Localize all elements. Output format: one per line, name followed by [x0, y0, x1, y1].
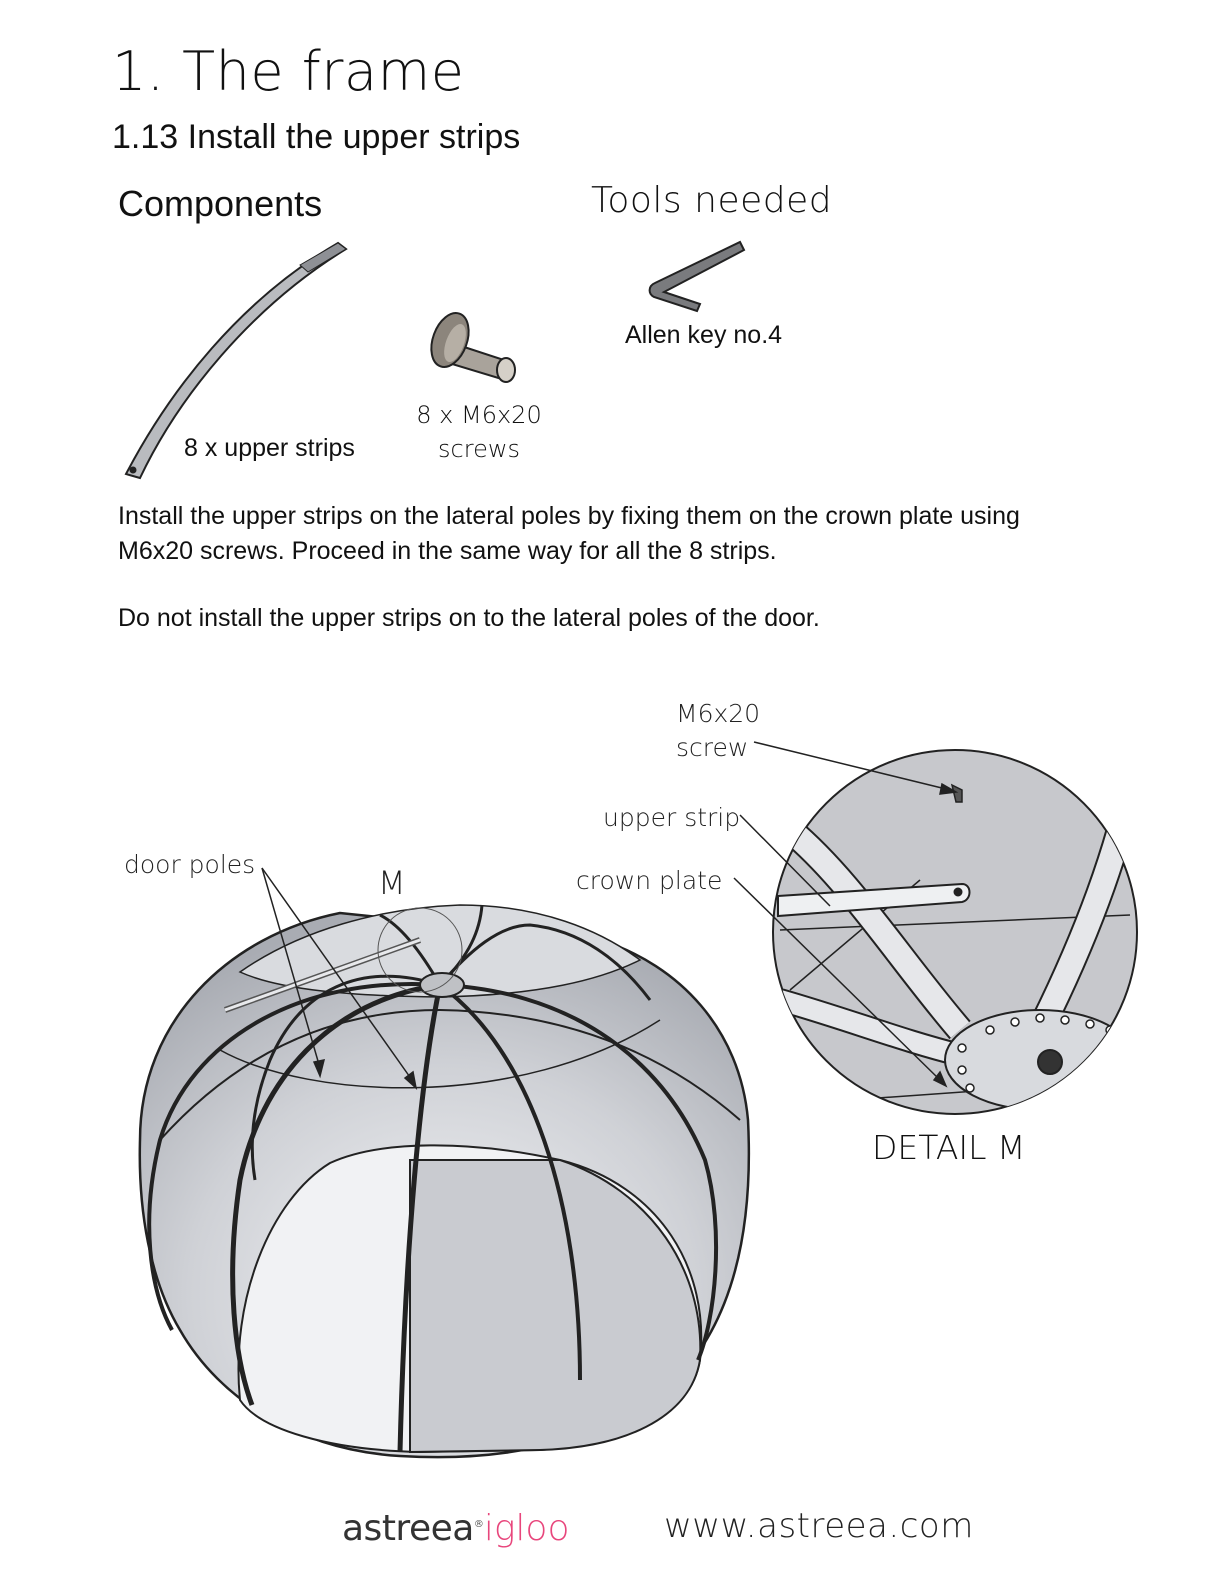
step-subtitle: 1.13 Install the upper strips [112, 118, 521, 156]
screws-label [408, 398, 550, 466]
upper-strips-label: 8 x upper strips [184, 434, 355, 462]
warning-text: Do not install the upper strips on to the lateral poles of the door. [118, 604, 820, 632]
brand-registered-mark: ® [473, 1519, 484, 1530]
m-marker: M [378, 864, 406, 902]
components-heading: Components [118, 183, 323, 224]
brand-sub: igloo [483, 1508, 570, 1549]
allen-key-icon [650, 242, 744, 311]
instructions-paragraph [118, 499, 1108, 569]
screw-callout-line2: screw [676, 733, 749, 762]
screw-icon [424, 308, 515, 382]
upper-strip-callout: upper strip [603, 803, 741, 832]
brand-main: astreea [342, 1508, 474, 1549]
instructions-line2: M6x20 screws. Proceed in the same way for all the 8 strips. [118, 537, 777, 565]
detail-m-drawing [773, 750, 1137, 1114]
crown-plate-callout: crown plate [576, 866, 723, 895]
website-url[interactable]: www.astreea.com [664, 1506, 974, 1546]
instructions-line1: Install the upper strips on the lateral poles by fixing them on the crown plate using [118, 502, 1020, 530]
screws-label-line2: screws [438, 435, 520, 463]
brand-logo [342, 1508, 569, 1549]
allen-key-label: Allen key no.4 [625, 321, 783, 349]
detail-m-title: DETAIL M [872, 1128, 1026, 1167]
screw-callout-line1: M6x20 [676, 699, 761, 728]
screws-label-line1: 8 x M6x20 [416, 401, 542, 429]
dome-frame-drawing [140, 905, 749, 1457]
screw-callout [676, 697, 760, 765]
page-title: 1. The frame [112, 40, 465, 103]
tools-heading: Tools needed [591, 180, 833, 221]
door-poles-callout: door poles [124, 850, 256, 879]
